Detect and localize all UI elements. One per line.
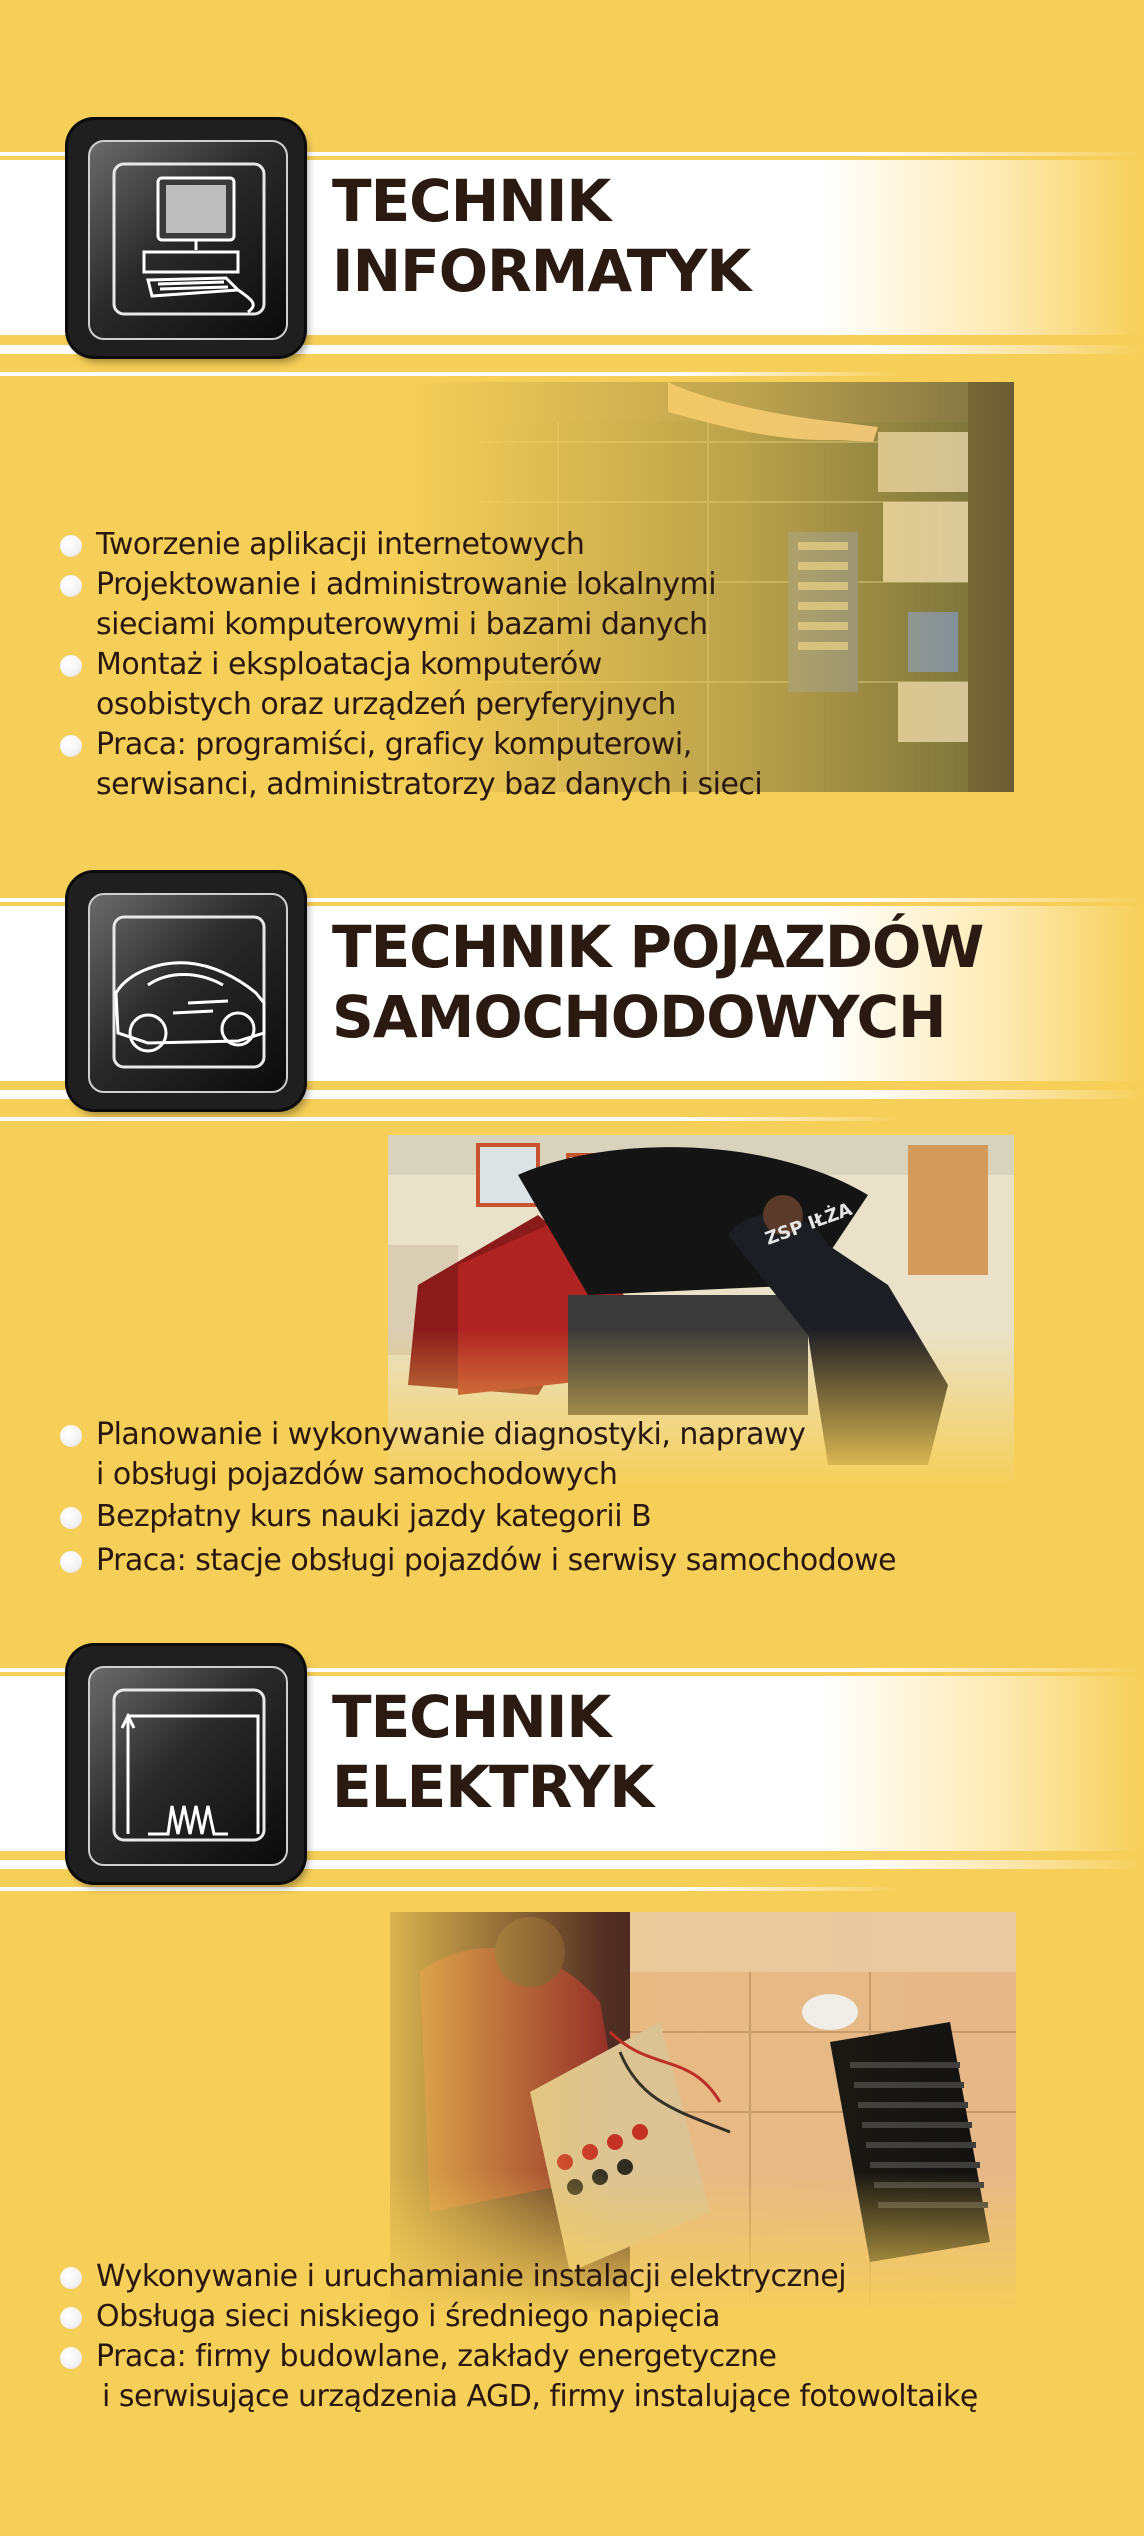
item-line-1: Wykonywanie i uruchamianie instalacji elektrycznej [96,2259,847,2294]
bullet-dot-icon [60,2307,82,2329]
band-bottom-thin-line [0,372,900,376]
bullet-dot-icon [60,1425,82,1447]
bullet-dot-icon [60,535,82,557]
item-line-1: Projektowanie i administrowanie lokalnymi [96,567,717,602]
item-line-1: Bezpłatny kurs nauki jazdy kategorii B [96,1499,652,1534]
car-icon [68,873,304,1109]
bullet-dot-icon [60,1551,82,1573]
item-line-2: i serwisujące urządzenia AGD, firmy instalujące fotowoltaikę [102,2379,978,2414]
title-line-2: SAMOCHODOWYCH [332,983,946,1051]
list-item [60,525,762,565]
band-bottom-thin-line [0,1117,900,1121]
bullet-list [60,525,762,805]
circuit-icon [68,1646,304,1882]
list-item [60,725,762,805]
item-line-1: Obsługa sieci niskiego i średniego napięcia [96,2299,721,2334]
title-line-2: ELEKTRYK [332,1753,654,1821]
list-item [60,1497,896,1537]
item-line-2: i obsługi pojazdów samochodowych [96,1457,618,1492]
computer-icon [68,120,304,356]
bullet-list [60,2257,978,2417]
list-item [60,1541,896,1581]
bullet-dot-icon [60,575,82,597]
item-line-1: Montaż i eksploatacja komputerów [96,647,602,682]
item-line-1: Praca: programiści, graficy komputerowi, [96,727,692,762]
item-line-1: Planowanie i wykonywanie diagnostyki, naprawy [96,1417,806,1452]
bullet-dot-icon [60,735,82,757]
bullet-dot-icon [60,2267,82,2289]
bullet-dot-icon [60,2347,82,2369]
title-line-1: TECHNIK [332,1683,611,1751]
list-item [60,565,762,645]
section-title [332,912,983,1052]
list-item [60,1415,896,1495]
list-item [60,2337,978,2417]
list-item [60,645,762,725]
electrical-lab-photo [390,1912,1016,2312]
bullet-dot-icon [60,1507,82,1529]
item-line-2: osobistych oraz urządzeń peryferyjnych [96,687,676,722]
bullet-list [60,1415,896,1581]
bullet-dot-icon [60,655,82,677]
title-line-2: INFORMATYK [332,237,751,305]
item-line-1: Praca: stacje obsługi pojazdów i serwisy samochodowe [96,1543,897,1578]
list-item [60,2297,978,2337]
title-line-1: TECHNIK [332,167,611,235]
item-line-1: Tworzenie aplikacji internetowych [96,527,585,562]
list-item [60,2257,978,2297]
item-line-1: Praca: firmy budowlane, zakłady energetyczne [96,2339,777,2374]
section-title [332,166,750,306]
band-bottom-thin-line [0,1887,900,1891]
section-title [332,1682,653,1822]
title-line-1: TECHNIK POJAZDÓW [332,913,984,981]
item-line-2: serwisanci, administratorzy baz danych i sieci [96,767,763,802]
item-line-2: sieciami komputerowymi i bazami danych [96,607,708,642]
